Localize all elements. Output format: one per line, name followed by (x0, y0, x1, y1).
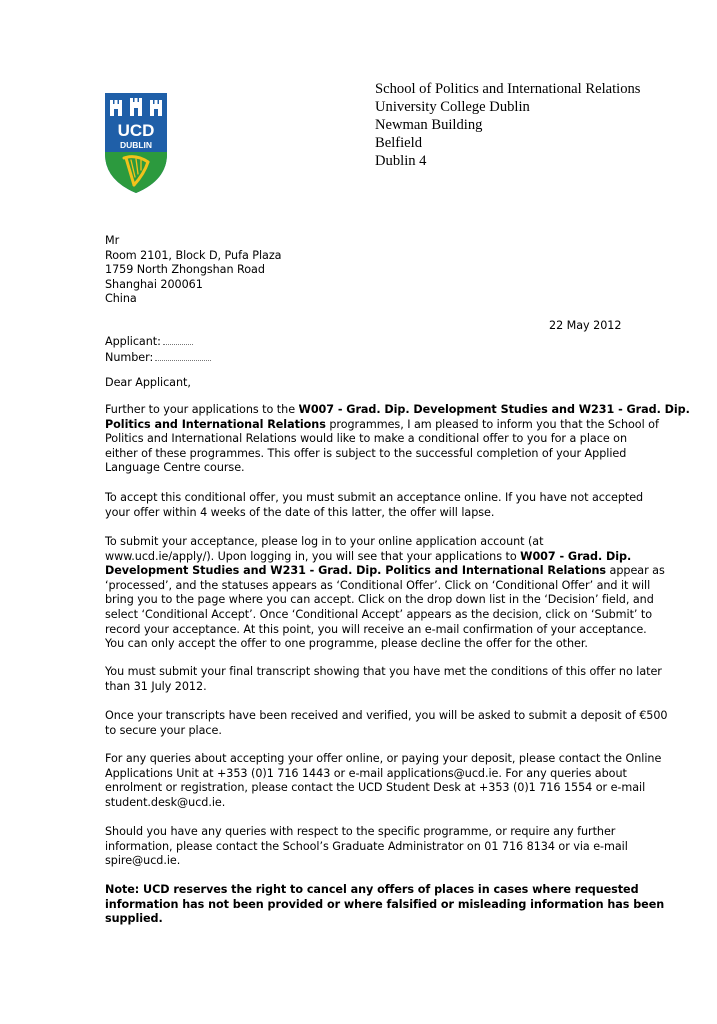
letterhead-address (375, 80, 640, 170)
text-line: Politics and International Relations would like to make a conditional offer to you for a place on (105, 432, 627, 446)
text-line: Should you have any queries with respect to the specific programme, or require any further (105, 825, 616, 838)
redacted-field (155, 350, 211, 361)
programme-names: W007 - Grad. Dip. (520, 549, 632, 563)
address-line: Newman Building (375, 117, 483, 133)
recipient-line: Shanghai 200061 (105, 277, 203, 291)
text-line: either of these programmes. This offer is subject to the successful completion of your Applied (105, 446, 627, 460)
text-line: enrolment or registration, please contact the UCD Student Desk at +353 (0)1 716 1554 or e-mail (105, 781, 646, 795)
svg-text:DUBLIN: DUBLIN (119, 140, 153, 150)
text-run: programmes, I am pleased to inform you that the School of (325, 417, 659, 431)
text-line: record your acceptance. At this point, you will receive an e-mail confirmation of your acceptance. (105, 622, 647, 636)
text-run: www.ucd.ie/apply/). Upon logging in, you will see that your applications to (105, 549, 521, 563)
recipient-line: Mr (105, 234, 120, 247)
text-line: You can only accept the offer to one programme, please decline the offer for the other. (105, 637, 588, 651)
text-line: your offer within 4 weeks of the date of this latter, the offer will lapse. (105, 505, 495, 519)
applicant-number-block (105, 334, 211, 365)
address-line: Dublin 4 (375, 153, 427, 169)
recipient-line: 1759 North Zhongshan Road (105, 263, 265, 277)
address-line: University College Dublin (375, 99, 530, 115)
salutation: Dear Applicant, (105, 376, 191, 389)
paragraph-deposit (105, 709, 668, 738)
recipient-line: Room 2101, Block D, Pufa Plaza (105, 248, 282, 262)
text-line: information has not been provided or where falsified or misleading information has been (105, 897, 665, 911)
text-run: appear as (606, 564, 665, 578)
text-line: information, please contact the School’s Graduate Administrator on 01 716 8134 or via e-mail (105, 839, 628, 853)
programme-names: W007 - Grad. Dip. Development Studies and W231 - Grad. Dip. (298, 403, 690, 416)
paragraph-accept (105, 491, 644, 520)
programme-names: Politics and International Relations (105, 417, 326, 431)
text-run: Further to your applications to the (105, 403, 299, 416)
number-label: Number: (105, 350, 154, 364)
text-line: Note: UCD reserves the right to cancel any offers of places in cases where requested (105, 883, 639, 896)
text-line: to secure your place. (105, 723, 222, 737)
text-line: spire@ucd.ie. (105, 854, 181, 868)
paragraph-transcript (105, 665, 662, 694)
text-line: student.desk@ucd.ie. (105, 795, 226, 809)
paragraph-offer (105, 403, 690, 476)
address-line: School of Politics and International Relations (375, 81, 641, 97)
paragraph-note (105, 883, 665, 927)
text-line: ‘processed’, and the statuses appears as ‘Conditional Offer’. Click on ‘Conditional Offer’ and it will (105, 578, 651, 592)
text-line: select ‘Conditional Accept’. Once ‘Conditional Accept’ appears as the decision, click on ‘Submit’ to (105, 607, 653, 621)
text-line: For any queries about accepting your offer online, or paying your deposit, please contact the Online (105, 752, 662, 765)
text-line: To accept this conditional offer, you must submit an acceptance online. If you have not accepted (105, 491, 644, 504)
paragraph-programme-queries (105, 825, 628, 869)
text-line: supplied. (105, 912, 163, 926)
paragraph-contact-queries (105, 752, 662, 810)
letter-date: 22 May 2012 (549, 319, 622, 332)
text-line: than 31 July 2012. (105, 679, 207, 693)
text-line: bring you to the page where you can accept. Click on the drop down list in the ‘Decision’ field, and (105, 593, 654, 607)
applicant-label: Applicant: (105, 335, 161, 348)
text-line: Applications Unit at +353 (0)1 716 1443 or e-mail applications@ucd.ie. For any queries about (105, 766, 627, 780)
text-line: To submit your acceptance, please log in to your online application account (at (105, 535, 544, 548)
paragraph-submit-instructions (105, 535, 665, 652)
recipient-address (105, 234, 281, 307)
recipient-line: China (105, 292, 137, 306)
text-line: Once your transcripts have been received and verified, you will be asked to submit a deposit of €500 (105, 709, 668, 722)
text-line: You must submit your final transcript showing that you have met the conditions of this offer no later (105, 665, 662, 678)
redacted-field (163, 334, 193, 345)
text-line: Language Centre course. (105, 461, 245, 475)
ucd-logo (104, 92, 168, 194)
address-line: Belfield (375, 135, 423, 151)
programme-names: Development Studies and W231 - Grad. Dip. Politics and International Relations (105, 564, 607, 578)
svg-text:UCD: UCD (117, 121, 155, 140)
